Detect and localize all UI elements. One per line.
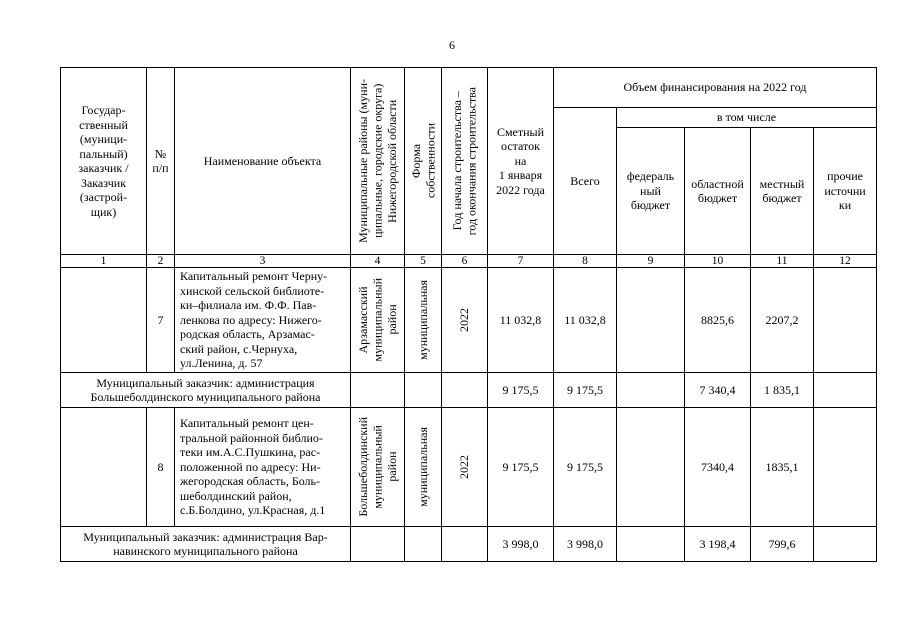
municipal-remainder: 9 175,5 [488, 373, 554, 408]
row-year: 2022 [442, 408, 488, 527]
header-federal: федераль ный бюджет [617, 128, 685, 255]
municipal-customer-row [61, 373, 877, 408]
row-ownership: муниципальная [405, 408, 442, 527]
table-row [61, 268, 877, 373]
financing-table [60, 67, 877, 562]
empty-cell [442, 373, 488, 408]
page-number: 6 [449, 38, 455, 52]
row-federal [617, 268, 685, 373]
row-ownership: муниципальная [405, 268, 442, 373]
table-row [61, 408, 877, 527]
municipal-customer-label: Муниципальный заказчик: администрация Вар- навинского муниципального района [61, 527, 351, 562]
row-object: Капитальный ремонт цен- тральной районной библио- теки им.А.С.Пушкина, рас- положенной по адресу: Ни- жегородская область, Боль- шеболдинский район, с.Б.Болдино, ул.Красная, д.1 [175, 408, 351, 527]
header-row-1 [61, 68, 877, 108]
empty-cell [814, 373, 877, 408]
column-number: 10 [685, 255, 751, 268]
row-regional: 7340,4 [685, 408, 751, 527]
empty-cell [617, 373, 685, 408]
column-number: 7 [488, 255, 554, 268]
row-remainder: 11 032,8 [488, 268, 554, 373]
row-other [814, 268, 877, 373]
header-including: в том числе [617, 108, 877, 128]
row-regional: 8825,6 [685, 268, 751, 373]
column-number: 9 [617, 255, 685, 268]
row-customer-cell [61, 408, 147, 527]
header-total: Всего [554, 108, 617, 255]
empty-cell [405, 527, 442, 562]
column-number: 5 [405, 255, 442, 268]
header-ownership: Форма собственности [405, 68, 442, 255]
municipal-local: 1 835,1 [751, 373, 814, 408]
municipal-local: 799,6 [751, 527, 814, 562]
row-remainder: 9 175,5 [488, 408, 554, 527]
header-years: Год начала строительства – год окончания строительства [442, 68, 488, 255]
municipal-regional: 3 198,4 [685, 527, 751, 562]
row-other [814, 408, 877, 527]
municipal-total: 3 998,0 [554, 527, 617, 562]
header-num: № п/п [147, 68, 175, 255]
empty-cell [351, 373, 405, 408]
column-number: 6 [442, 255, 488, 268]
header-local: местный бюджет [751, 128, 814, 255]
row-customer-cell [61, 268, 147, 373]
column-numbers-row [61, 255, 877, 268]
empty-cell [442, 527, 488, 562]
municipal-customer-label: Муниципальный заказчик: администрация Большеболдинского муниципального района [61, 373, 351, 408]
empty-cell [351, 527, 405, 562]
empty-cell [405, 373, 442, 408]
column-number: 2 [147, 255, 175, 268]
empty-cell [814, 527, 877, 562]
column-number: 1 [61, 255, 147, 268]
header-regional: областной бюджет [685, 128, 751, 255]
row-district: Арзамасский муниципальный район [351, 268, 405, 373]
row-local: 1835,1 [751, 408, 814, 527]
column-number: 3 [175, 255, 351, 268]
row-num: 8 [147, 408, 175, 527]
row-year: 2022 [442, 268, 488, 373]
municipal-regional: 7 340,4 [685, 373, 751, 408]
empty-cell [617, 527, 685, 562]
row-object: Капитальный ремонт Черну- хинской сельской библиоте- ки–филиала им. Ф.Ф. Пав- ленкова по адресу: Нижего- родская область, Арзамас- ский район, с.Чернуха, ул.Ленина, д. 57 [175, 268, 351, 373]
column-number: 8 [554, 255, 617, 268]
column-number: 11 [751, 255, 814, 268]
header-remainder: Сметный остаток на 1 января 2022 года [488, 68, 554, 255]
header-customer: Государ- ственный (муници- пальный) заказчик / Заказчик (застрой- щик) [61, 68, 147, 255]
row-total: 11 032,8 [554, 268, 617, 373]
municipal-remainder: 3 998,0 [488, 527, 554, 562]
municipal-total: 9 175,5 [554, 373, 617, 408]
header-funding: Объем финансирования на 2022 год [554, 68, 877, 108]
row-total: 9 175,5 [554, 408, 617, 527]
row-local: 2207,2 [751, 268, 814, 373]
header-other: прочие источни ки [814, 128, 877, 255]
row-num: 7 [147, 268, 175, 373]
row-federal [617, 408, 685, 527]
row-district: Большеболдинский муниципальный район [351, 408, 405, 527]
municipal-customer-row [61, 527, 877, 562]
header-districts: Муниципальные районы (муни- ципальные, городские округа) Нижегородской области [351, 68, 405, 255]
column-number: 4 [351, 255, 405, 268]
header-object-name: Наименование объекта [175, 68, 351, 255]
column-number: 12 [814, 255, 877, 268]
